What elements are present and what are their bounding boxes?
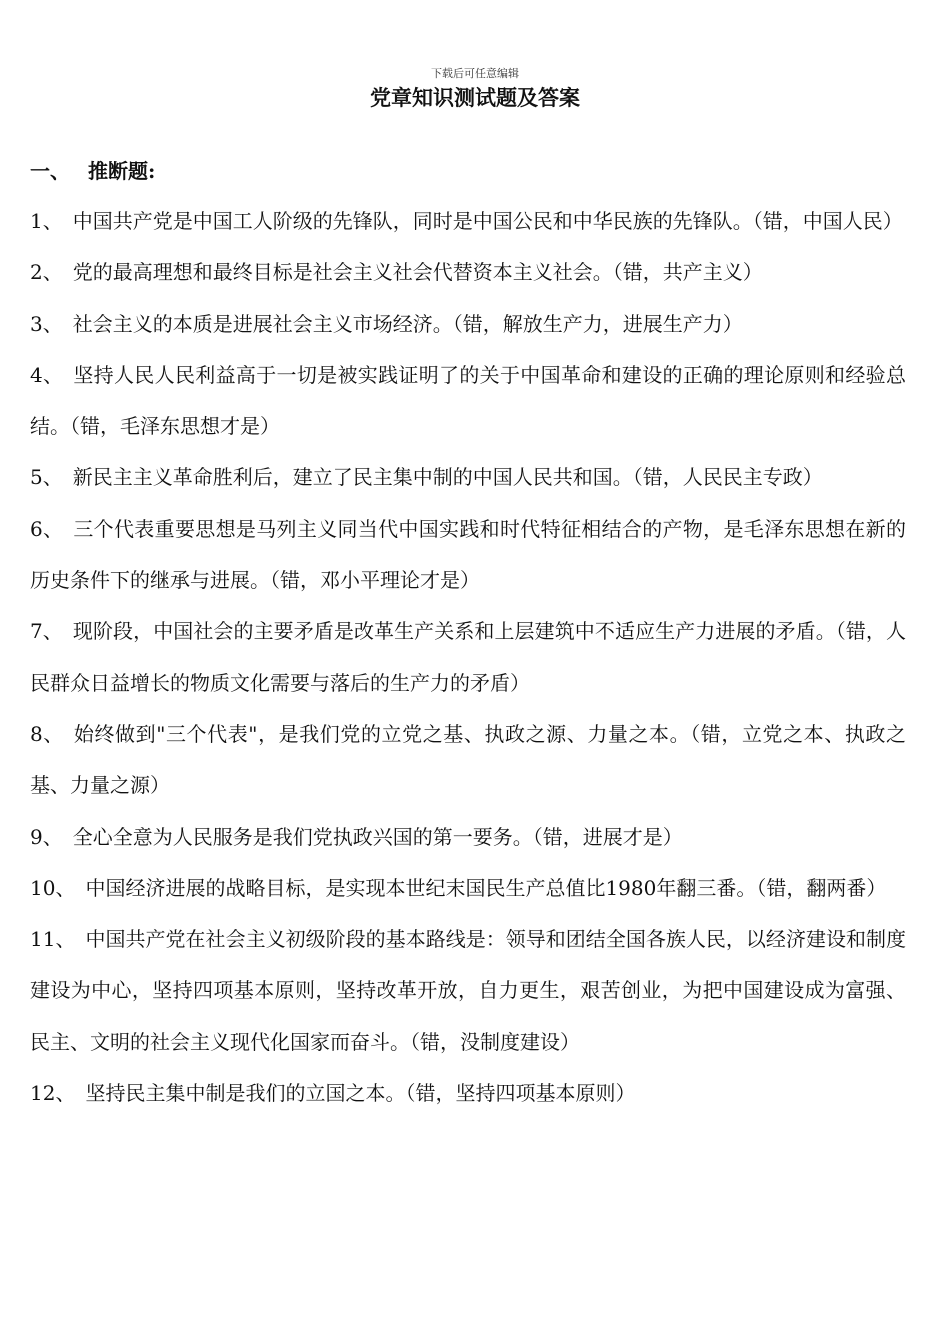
question-text: 社会主义的本质是进展社会主义市场经济。（错，解放生产力，进展生产力） xyxy=(72,311,743,336)
question-number: 2、 xyxy=(30,260,63,285)
question-item xyxy=(30,1068,906,1119)
question-number: 7、 xyxy=(30,619,63,644)
question-item xyxy=(30,863,906,914)
question-number: 6、 xyxy=(30,516,64,541)
question-number: 11、 xyxy=(30,927,76,952)
watermark-text: 下载后可任意编辑 xyxy=(431,67,519,80)
question-text: 现阶段，中国社会的主要矛盾是改革生产关系和上层建筑中不适应生产力进展的矛盾。（错，人民群众日益增长的物质文化需要与落后的生产力的矛盾） xyxy=(30,619,907,695)
question-number: 8、 xyxy=(30,721,64,746)
question-text: 全心全意为人民服务是我们党执政兴国的第一要务。（错，进展才是） xyxy=(72,824,683,849)
question-text: 坚持人民人民利益高于一切是被实践证明了的关于中国革命和建设的正确的理论原则和经验总结。（错，毛泽东思想才是） xyxy=(30,362,906,439)
question-list xyxy=(30,196,906,1119)
question-item xyxy=(30,812,906,863)
question-item xyxy=(30,350,906,453)
question-number: 5、 xyxy=(30,465,63,490)
question-item xyxy=(30,606,906,709)
question-item xyxy=(30,196,906,247)
question-text: 党的最高理想和最终目标是社会主义社会代替资本主义社会。（错，共产主义） xyxy=(72,260,763,285)
question-number: 1、 xyxy=(30,209,63,233)
question-number: 10、 xyxy=(30,875,76,900)
question-text: 中国经济进展的战略目标，是实现本世纪末国民生产总值比1980年翻三番。（错，翻两番） xyxy=(85,875,887,900)
document-title: 党章知识测试题及答案 xyxy=(370,85,580,110)
question-item xyxy=(30,914,906,1068)
question-item xyxy=(30,709,906,812)
question-item xyxy=(30,452,906,503)
section-heading xyxy=(30,158,155,184)
question-text: 坚持民主集中制是我们的立国之本。（错，坚持四项基本原则） xyxy=(85,1081,636,1106)
question-item xyxy=(30,504,906,607)
section-label: 推断题: xyxy=(88,159,156,183)
question-number: 12、 xyxy=(30,1081,76,1106)
question-text: 始终做到"三个代表"，是我们党的立党之基、执政之源、力量之本。（错，立党之本、执政之基、力量之源） xyxy=(30,721,906,798)
question-text: 中国共产党在社会主义初级阶段的基本路线是：领导和团结全国各族人民，以经济建设和制度建设为中心，坚持四项基本原则，坚持改革开放，自力更生，艰苦创业，为把中国建设成为富强、民主、文明的社会主义现代化国家而奋斗。（错，没制度建设） xyxy=(30,927,907,1054)
question-item xyxy=(30,299,906,350)
question-item xyxy=(30,247,906,298)
question-number: 4、 xyxy=(30,362,64,387)
question-number: 9、 xyxy=(30,824,63,849)
question-text: 新民主主义革命胜利后，建立了民主集中制的中国人民共和国。（错，人民民主专政） xyxy=(72,465,823,490)
question-text: 三个代表重要思想是马列主义同当代中国实践和时代特征相结合的产物，是毛泽东思想在新的历史条件下的继承与进展。（错，邓小平理论才是） xyxy=(30,516,906,593)
question-text: 中国共产党是中国工人阶级的先锋队，同时是中国公民和中华民族的先锋队。（错，中国人民） xyxy=(72,209,903,233)
section-number: 一、 xyxy=(30,159,70,183)
question-number: 3、 xyxy=(30,311,63,336)
